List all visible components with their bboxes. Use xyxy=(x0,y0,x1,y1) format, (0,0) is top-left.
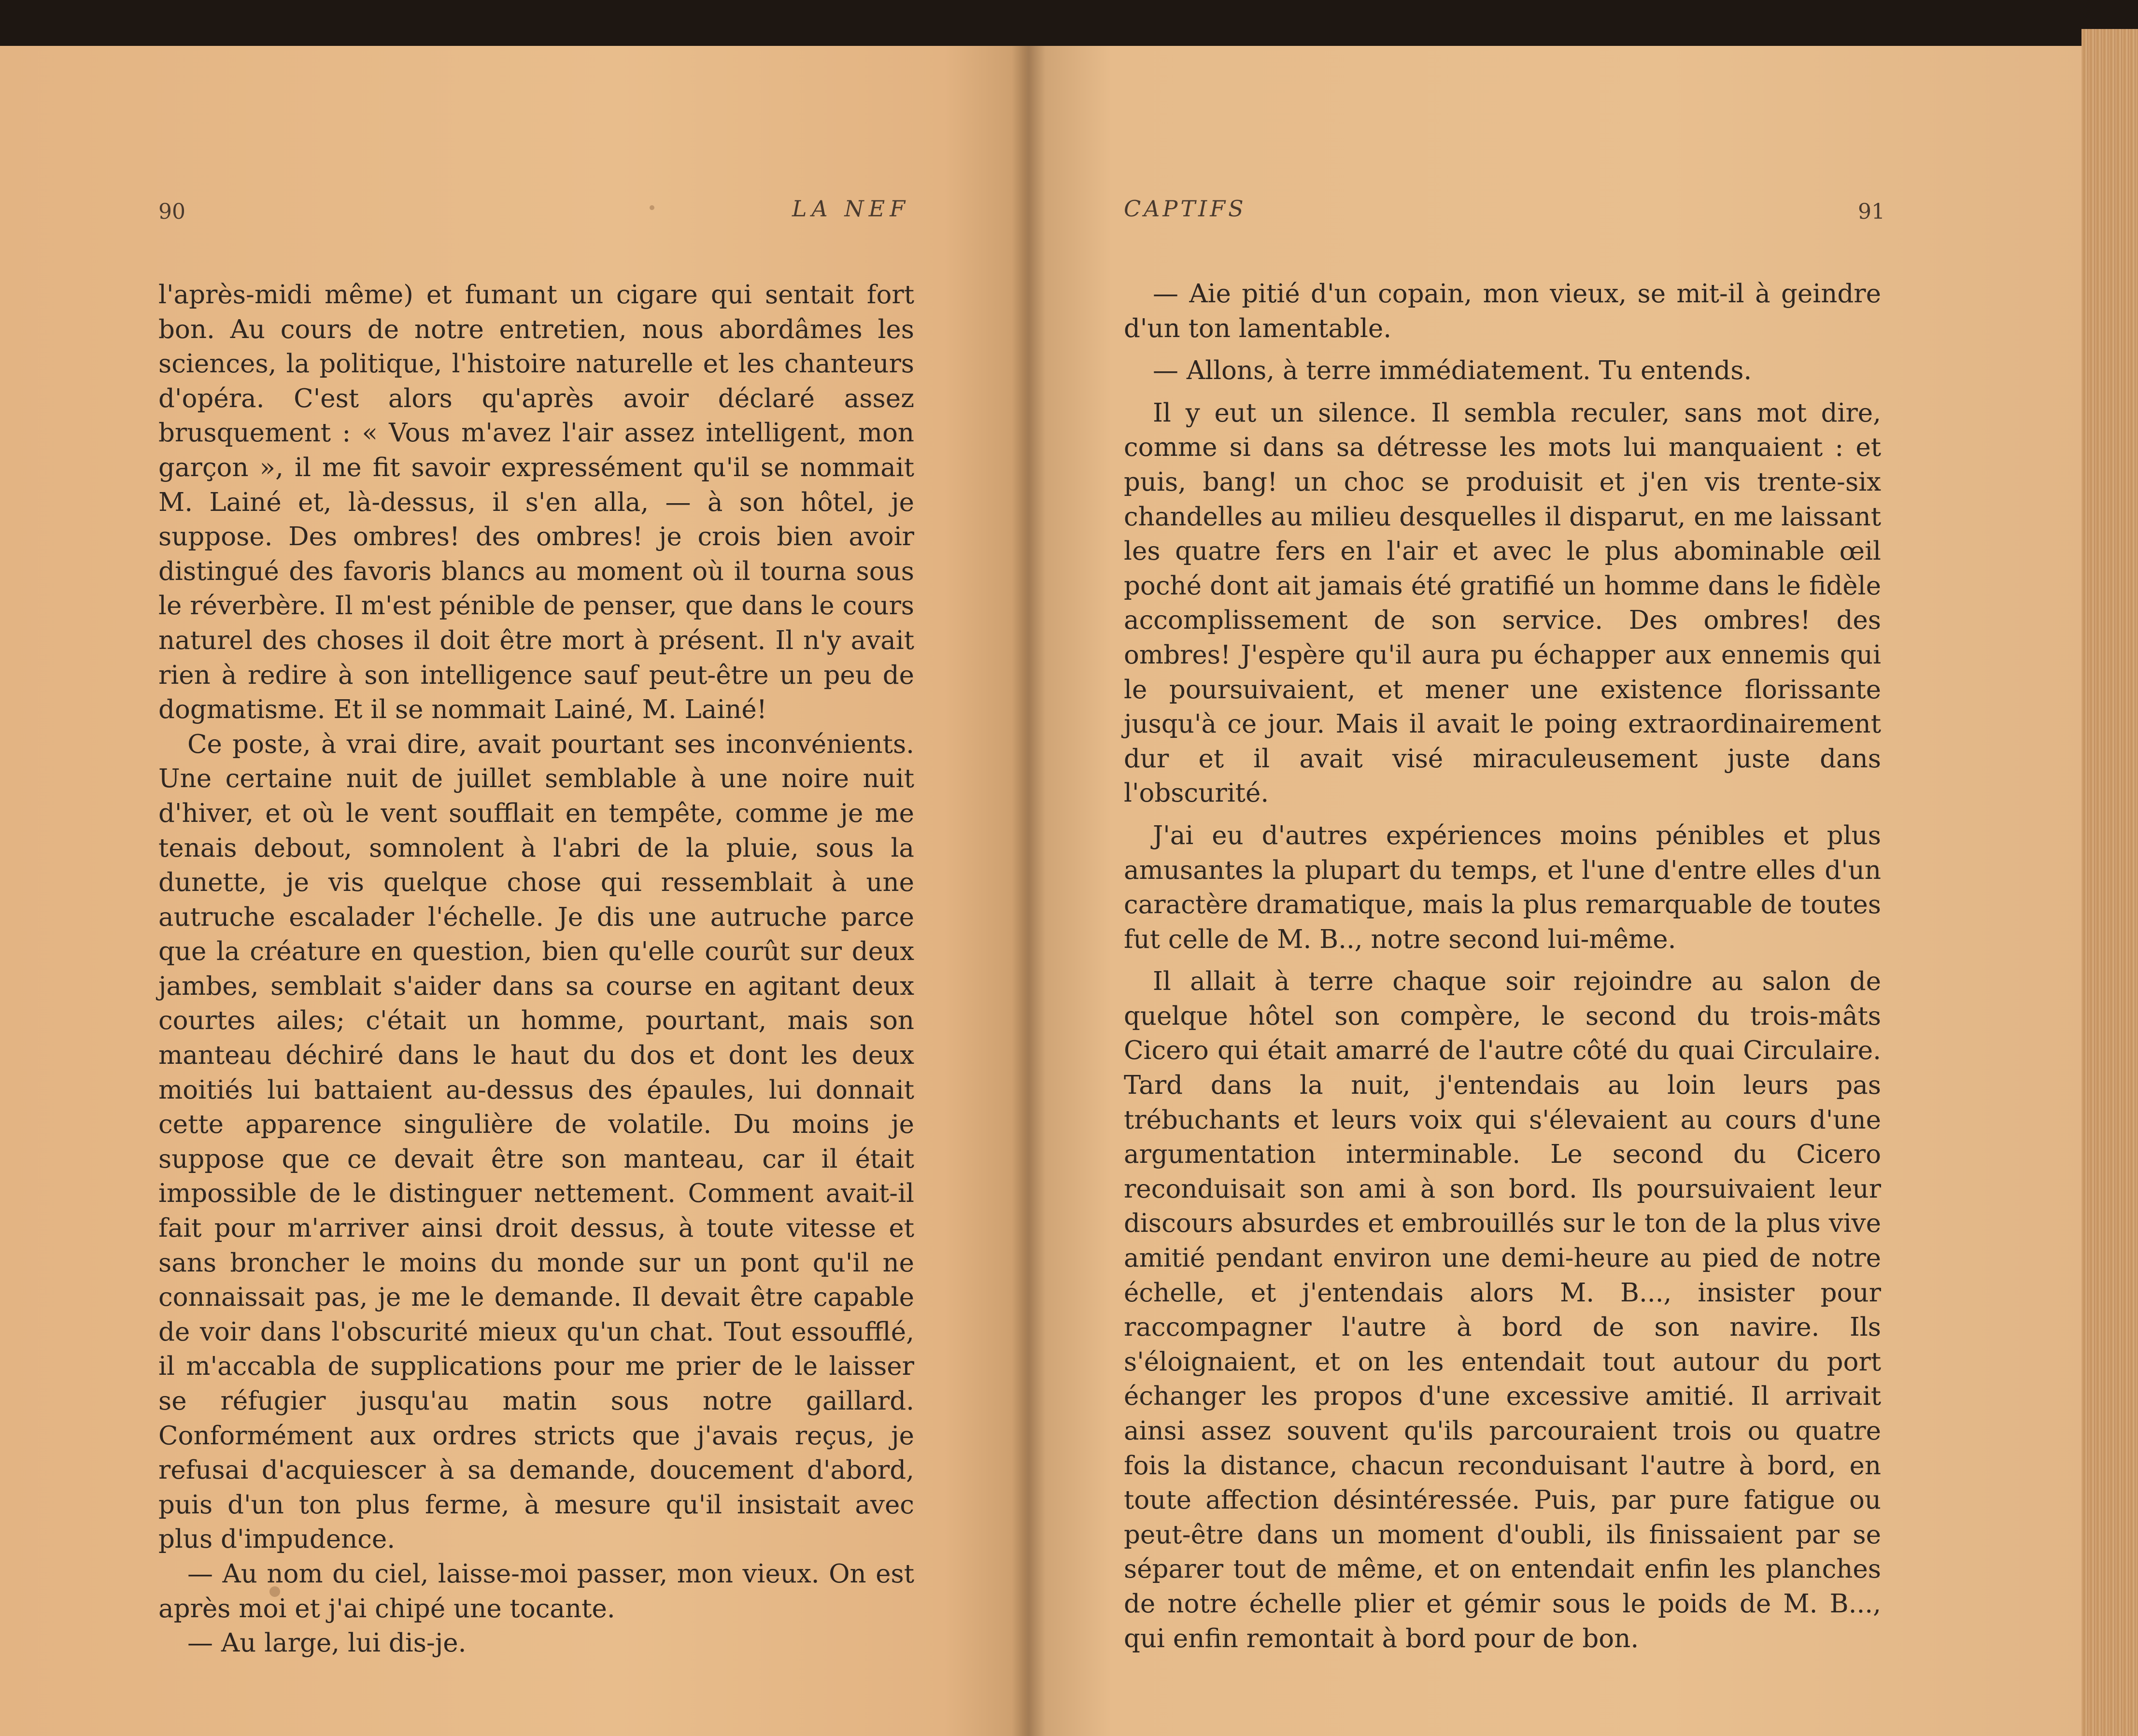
left-page xyxy=(0,46,1026,1736)
paragraph: — Aie pitié d'un copain, mon vieux, se mit-il à geindre d'un ton lamentable. xyxy=(1124,279,1881,343)
paper-spot xyxy=(650,205,654,210)
paragraph: Ce poste, à vrai dire, avait pourtant ses inconvénients. Une certaine nuit de juillet semblable à une noire nuit d'hiver, et où le vent soufflait en tempête, comme je me tenais debout, somnolent à l'abri de la pluie, sous la dunette, je vis quelque chose qui ressemblait à une autruche escalader l'échelle. Je dis une autruche parce que la créature en question, bien qu'elle courût sur deux jambes, semblait s'aider dans sa course en agitant deux courtes ailes; c'était un homme, pourtant, mais son manteau déchiré dans le haut du dos et dont les deux moitiés lui battaient au-dessus des épaules, lui donnait cette apparence singulière de volatile. Du moins je suppose que ce devait être son manteau, car il était impossible de le distinguer nettement. Comment avait-il fait pour m'arriver ainsi droit dessus, à toute vitesse et sans broncher le moins du monde sur un pont qu'il ne connaissait pas, je me le demande. Il devait être capable de voir dans l'obscurité mieux qu'un chat. Tout essoufflé, il m'accabla de supplications pour me prier de le laisser se réfugier jusqu'au matin sous notre gaillard. Conformément aux ordres stricts que j'avais reçus, je refusai d'acquiescer à sa demande, doucement d'abord, puis d'un ton plus ferme, à mesure qu'il insistait avec plus d'impudence. xyxy=(158,729,914,1554)
paper-spot xyxy=(269,1586,280,1597)
paragraph: — Au nom du ciel, laisse-moi passer, mon vieux. On est après moi et j'ai chipé une tocante. xyxy=(158,1559,914,1623)
running-head-left: LA NEF xyxy=(792,196,910,222)
page-number-right: 91 xyxy=(1858,199,1885,224)
page-number-left: 90 xyxy=(158,199,185,224)
paragraph: Il y eut un silence. Il sembla reculer, sans mot dire, comme si dans sa détresse les mots lui manquaient : et puis, bang! un choc se produisit et j'en vis trente-six chandelles au milieu desquelles il disparut, en me laissant les quatre fers en l'air et avec le plus abominable œil poché dont ait jamais été gratifié un homme dans le fidèle accomplissement de son service. Des ombres! des ombres! J'espère qu'il aura pu échapper aux ennemis qui le poursuivaient, et mener une existence florissante jusqu'à ce jour. Mais il avait le poing extraordinairement dur et il avait visé miraculeusement juste dans l'obscurité. xyxy=(1124,398,1881,808)
paragraph: — Au large, lui dis-je. xyxy=(187,1628,467,1658)
book-gutter-shadow xyxy=(1012,46,1046,1736)
paragraph: — Allons, à terre immédiatement. Tu entends. xyxy=(1153,356,1752,386)
paragraph: J'ai eu d'autres expériences moins pénibles et plus amusantes la plupart du temps, et l'une d'entre elles d'un caractère dramatique, mais la plus remarquable de toutes fut celle de M. B.., notre second lui-même. xyxy=(1124,820,1881,954)
right-page-body xyxy=(1124,277,1881,1656)
paragraph: l'après-midi même) et fumant un cigare qui sentait fort bon. Au cours de notre entretien, nous abordâmes les sciences, la politique, l'histoire naturelle et les chanteurs d'opéra. C'est alors qu'après avoir déclaré assez brusquement : « Vous m'avez l'air assez intelligent, mon garçon », il me fit savoir expressément qu'il se nommait M. Lainé et, là-dessus, il s'en alla, — à son hôtel, je suppose. Des ombres! des ombres! je crois bien avoir distingué des favoris blancs au moment où il tourna sous le réverbère. Il m'est pénible de penser, que dans le cours naturel des choses il doit être mort à présent. Il n'y avait rien à redire à son intelligence sauf peut-être un peu de dogmatisme. Et il se nommait Lainé, M. Lainé! xyxy=(158,280,914,725)
right-page xyxy=(1026,46,2086,1736)
running-head-right: CAPTIFS xyxy=(1124,196,1246,222)
paragraph: Il allait à terre chaque soir rejoindre au salon de quelque hôtel son compère, le second du trois-mâts Cicero qui était amarré de l'autre côté du quai Circulaire. Tard dans la nuit, j'entendais au loin leurs pas trébuchants et leurs voix qui s'élevaient au cours d'une argumentation interminable. Le second du Cicero reconduisait son ami à son bord. Ils poursuivaient leur discours absurdes et embrouillés sur le ton de la plus vive amitié pendant environ une demi-heure au pied de notre échelle, et j'entendais alors M. B..., insister pour raccompagner l'autre à bord de son navire. Ils s'éloignaient, et on les entendait tout autour du port échanger les propos d'une excessive amitié. Il arrivait ainsi assez souvent qu'ils parcouraient trois ou quatre fois la distance, chacun reconduisant l'autre à bord, en toute affection désintéressée. Puis, par pure fatigue ou peut-être dans un moment d'oubli, ils finissaient par se séparer tout de même, et on entendait enfin les planches de notre échelle plier et gémir sous le poids de M. B..., qui enfin remontait à bord pour de bon. xyxy=(1124,967,1881,1653)
left-page-body xyxy=(158,278,914,1661)
page-edges xyxy=(2081,29,2138,1736)
